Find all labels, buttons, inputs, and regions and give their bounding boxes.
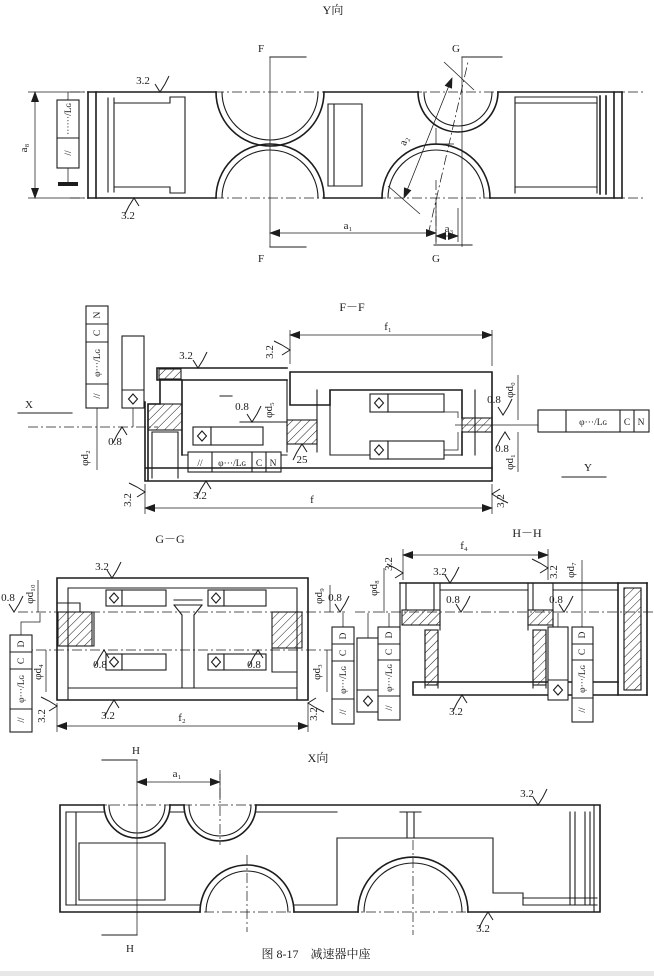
svg-text:3.2: 3.2: [308, 707, 320, 721]
roughness-mark: [235, 401, 261, 422]
parallelism-symbol: //: [64, 150, 74, 156]
parallelism-symbol: //: [17, 717, 27, 723]
fcf-datum: C: [623, 418, 631, 428]
dia-d1-label: φd₁: [504, 454, 516, 470]
fcf-datum: D: [578, 631, 588, 639]
dim-a2-label: a₂: [397, 135, 412, 148]
svg-text:0.8: 0.8: [495, 443, 509, 455]
fcf-datum: C: [385, 648, 395, 656]
bearing-tolerance-frame: [106, 590, 166, 606]
dia-d9-label: φd₉: [313, 588, 325, 604]
roughness-mark: [383, 557, 403, 578]
svg-text:3.2: 3.2: [95, 561, 109, 573]
svg-text:3.2: 3.2: [193, 490, 207, 502]
fcf-datum: C: [17, 657, 27, 665]
dim-a2: [388, 62, 474, 214]
roughness-mark: [108, 427, 127, 448]
axis-y-marker: [562, 462, 606, 477]
dim-a1: [270, 202, 436, 242]
view-title: G－G: [155, 532, 185, 546]
svg-text:3.2: 3.2: [548, 565, 560, 579]
view-section-ff: [18, 300, 649, 514]
svg-text:3.2: 3.2: [264, 345, 276, 359]
tolerance-frame-hh-left: [378, 613, 400, 720]
svg-text:0.8: 0.8: [446, 594, 460, 606]
tolerance-frame-ff-mid: [188, 452, 281, 472]
dim-f1-label: f₁: [384, 321, 392, 333]
fcf-datum: D: [385, 631, 395, 639]
bearing-tolerance-frame: [193, 427, 263, 445]
view-title: Y向: [322, 3, 344, 17]
dim-a1-bottom-label: a₁: [172, 768, 182, 780]
svg-text:3.2: 3.2: [179, 350, 193, 362]
svg-text:3.2: 3.2: [495, 494, 507, 508]
dim-a3-label: a₃: [444, 223, 454, 235]
section-letter-f-bottom: F: [257, 253, 265, 265]
dim-f-label: f: [310, 494, 314, 506]
axis-x-label: X: [25, 399, 33, 411]
bearing-tolerance-frame: [208, 590, 266, 606]
svg-text:3.2: 3.2: [121, 210, 135, 222]
fcf-tolerance: φ···/Lɢ: [578, 665, 588, 693]
tolerance-frame-cluster: [332, 557, 403, 724]
roughness-mark: [328, 592, 349, 612]
parallelism-symbol: //: [197, 459, 203, 469]
dim-f1: [290, 321, 492, 366]
cylindricity-frame: [357, 613, 379, 712]
roughness-mark: [308, 698, 324, 721]
fcf-datum: N: [637, 418, 645, 428]
roughness-mark: [36, 697, 57, 723]
roughness-mark: [492, 489, 508, 508]
parallelism-symbol: //: [339, 709, 349, 715]
fcf-datum: C: [93, 329, 103, 337]
roughness-mark: [264, 341, 290, 359]
roughness-mark: [121, 198, 139, 222]
dia-d4-label: φd₄: [32, 664, 44, 680]
roughness-mark: [520, 788, 547, 805]
dim-a8-label: a₈: [18, 143, 30, 153]
svg-text:3.2: 3.2: [476, 923, 490, 935]
section-line-f: [258, 43, 306, 265]
svg-text:3.2: 3.2: [383, 557, 395, 571]
dim-f4-label: f₄: [460, 540, 468, 552]
fcf-datum: N: [93, 311, 103, 319]
view-section-gg: [1, 532, 349, 732]
fcf-tolerance: φ···/Lɢ: [579, 418, 607, 428]
svg-text:0.8: 0.8: [487, 394, 501, 406]
svg-text:25: 25: [296, 454, 308, 466]
roughness-mark: [433, 566, 459, 583]
roughness-mark: [476, 912, 493, 935]
svg-text:3.2: 3.2: [101, 710, 115, 722]
parallelism-symbol: //: [578, 707, 588, 713]
dia-d10-label: φd₁₀: [24, 584, 36, 604]
view-title: F－F: [339, 300, 365, 314]
fcf-tolerance: φ···/Lɢ: [385, 664, 395, 692]
roughness-mark: [446, 594, 470, 612]
fcf-datum: C: [339, 649, 349, 657]
svg-text:0.8: 0.8: [1, 592, 15, 604]
dim-f2-label: f₂: [178, 712, 186, 724]
roughness-mark: [122, 483, 145, 507]
fcf-tolerance: φ···/Lɢ: [93, 349, 103, 377]
dim-a3: [436, 208, 458, 242]
dia-d7-label: φd₇: [565, 562, 577, 578]
roughness-mark: [95, 561, 121, 578]
roughness-mark: [449, 695, 467, 718]
svg-text:3.2: 3.2: [520, 788, 534, 800]
dim-f4: [403, 540, 548, 580]
axis-y-label: Y: [584, 462, 592, 474]
axis-x-marker: [18, 399, 72, 413]
svg-text:3.2: 3.2: [36, 709, 48, 723]
fcf-datum: C: [255, 459, 263, 469]
view-x-direction: [60, 745, 600, 955]
dim-a1-bottom: [137, 768, 220, 800]
parallelism-frame-yview: [57, 92, 79, 184]
roughness-mark: [193, 481, 211, 502]
dim-f2: [57, 703, 308, 732]
bearing-tolerance-frame: [370, 394, 458, 418]
roughness-mark: [136, 75, 169, 92]
fcf-datum: C: [578, 648, 588, 656]
tolerance-frame-ff-right: [538, 410, 649, 432]
fcf-tolerance: φ···/Lɢ: [218, 459, 246, 469]
section-line-h: [102, 745, 140, 955]
fcf-datum: N: [269, 459, 277, 469]
parallelism-symbol: //: [93, 393, 103, 399]
roughness-mark: [101, 700, 119, 722]
dia-d8-label: φd₈: [368, 580, 380, 596]
fcf-tolerance: φ···/Lɢ: [17, 675, 27, 703]
cylindricity-frame: [548, 613, 568, 700]
section-letter-g-bottom: G: [432, 253, 440, 265]
fcf-datum: D: [339, 632, 349, 640]
svg-text:3.2: 3.2: [136, 75, 150, 87]
roughness-mark: [93, 650, 109, 671]
roughness-mark: [532, 559, 560, 579]
svg-text:0.8: 0.8: [235, 401, 249, 413]
fcf-datum: D: [17, 640, 27, 648]
fcf-tolerance: ······/Lɢ: [64, 103, 74, 135]
svg-text:3.2: 3.2: [433, 566, 447, 578]
bearing-tolerance-frame: [106, 654, 166, 670]
svg-text:3.2: 3.2: [122, 493, 134, 507]
view-y-direction: [18, 3, 644, 265]
view-title: H－H: [512, 526, 542, 540]
dia-d2-label: φd₂: [79, 450, 91, 466]
view-title: X向: [307, 751, 329, 765]
svg-text:0.8: 0.8: [328, 592, 342, 604]
roughness-mark: [247, 650, 263, 671]
svg-text:3.2: 3.2: [449, 706, 463, 718]
figure-caption: 图 8-17 减速器中座: [261, 947, 371, 961]
fcf-tolerance: φ···/Lɢ: [339, 666, 349, 694]
roughness-mark: [179, 350, 207, 368]
section-letter-f-top: F: [257, 43, 265, 55]
roughness-mark: [495, 432, 510, 455]
dia-d0-label: φd₀: [504, 382, 516, 398]
tolerance-frame-hh-right: [572, 627, 593, 722]
parallelism-symbol: //: [385, 705, 395, 711]
tolerance-frame-ff-left: [86, 306, 108, 470]
svg-text:0.8: 0.8: [247, 659, 261, 671]
roughness-mark: [293, 444, 308, 466]
dia-d3-label: φd₃: [311, 664, 323, 680]
tolerance-frame-gg-right: [332, 613, 354, 724]
dia-d5-label: φd₅: [263, 402, 275, 418]
svg-text:0.8: 0.8: [549, 594, 563, 606]
section-letter-h-bottom: H: [126, 943, 134, 955]
section-letter-g-top: G: [452, 43, 460, 55]
cylindricity-frame: [122, 336, 144, 427]
dim-a1-label: a₁: [343, 220, 353, 232]
section-letter-h-top: H: [132, 745, 140, 757]
roughness-mark: [1, 592, 23, 612]
svg-text:0.8: 0.8: [93, 659, 107, 671]
svg-text:0.8: 0.8: [108, 436, 122, 448]
